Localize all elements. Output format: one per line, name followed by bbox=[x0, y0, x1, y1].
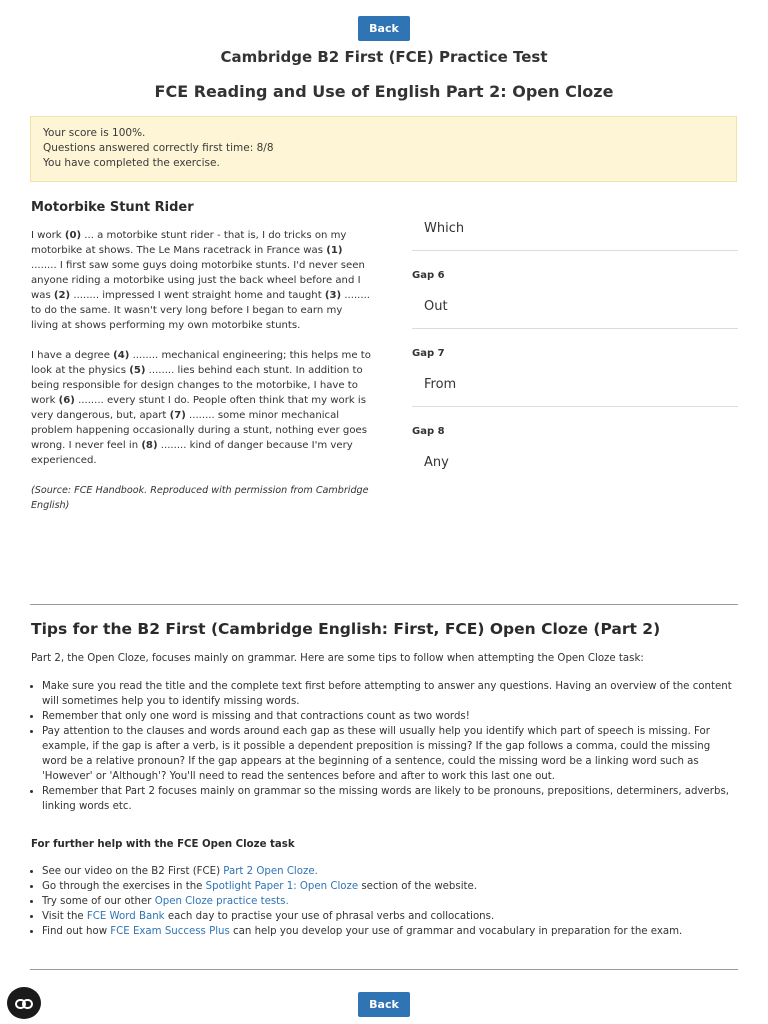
correct-first-time-line: Questions answered correctly first time: 8/8 bbox=[43, 142, 274, 154]
story-column bbox=[31, 200, 371, 513]
further-help-title: For further help with the FCE Open Cloze task bbox=[31, 839, 295, 850]
score-box bbox=[30, 116, 737, 182]
story-text: ........ mechanical engineering; this helps me to look at the physics bbox=[31, 350, 371, 376]
score-line: Your score is 100%. bbox=[43, 127, 146, 139]
page-subtitle: FCE Reading and Use of English Part 2: Open Cloze bbox=[154, 82, 614, 101]
help-list-wrapper bbox=[31, 864, 737, 939]
help-item bbox=[42, 894, 737, 909]
help-list bbox=[31, 864, 737, 939]
gap-number: (2) bbox=[53, 290, 71, 301]
gap-number: (7) bbox=[169, 410, 186, 421]
link-icon bbox=[15, 994, 33, 1013]
story-text: ........ lies behind each stunt. In addition to being responsible for design changes to the motorbike, I have to work bbox=[31, 365, 363, 406]
story-text: ........ kind of danger because I'm very experienced. bbox=[31, 440, 353, 466]
story-text: I work bbox=[31, 230, 65, 241]
gap-6-answer-field[interactable]: Out bbox=[412, 284, 738, 329]
link-open-cloze-practice-tests[interactable]: Open Cloze practice tests. bbox=[154, 896, 289, 907]
help-item bbox=[42, 909, 737, 924]
help-item bbox=[42, 879, 737, 894]
tips-list-wrapper bbox=[31, 679, 737, 814]
tip-item: • Make sure you read the title and the complete text first before attempting to answer any questions. Having an overview of the content will sometimes help you to identify missing words. bbox=[42, 679, 737, 709]
story-text: I have a degree bbox=[31, 350, 114, 361]
divider-bottom bbox=[30, 969, 738, 970]
gap-7-answer-field[interactable]: From bbox=[412, 362, 738, 407]
gap-number: (6) bbox=[58, 395, 75, 406]
help-text: can help you develop your use of grammar and vocabulary in preparation for the exam. bbox=[229, 926, 683, 937]
help-text: section of the website. bbox=[358, 881, 478, 892]
back-button-bottom[interactable]: Back bbox=[358, 992, 410, 1017]
link-fce-exam-success-plus[interactable]: FCE Exam Success Plus bbox=[110, 926, 230, 937]
story-title: Motorbike Stunt Rider bbox=[31, 200, 194, 215]
help-item bbox=[42, 864, 737, 879]
help-item bbox=[42, 924, 737, 939]
gap-number: (3) bbox=[324, 290, 342, 301]
gap-8-answer-field[interactable]: Any bbox=[424, 454, 449, 470]
story-source: (Source: FCE Handbook. Reproduced with permission from Cambridge English) bbox=[31, 485, 369, 511]
story-text: ... a motorbike stunt rider - that is, I do tricks on my motorbike at shows. The Le Mans racetrack in France was bbox=[31, 230, 347, 256]
gap-5-answer-field[interactable]: Which bbox=[412, 206, 738, 251]
story-text: ........ impressed I went straight home and taught bbox=[70, 290, 325, 301]
help-text: Visit the bbox=[42, 911, 87, 922]
story-text: ........ to do the same. It wasn't very long before I began to earn my living at shows performing my own motorbike stunts. bbox=[31, 290, 370, 331]
gap-6-label: Gap 6 bbox=[412, 270, 445, 281]
gap-number: (1) bbox=[326, 245, 343, 256]
gap-number: (5) bbox=[129, 365, 146, 376]
tip-item: • Remember that only one word is missing and that contractions count as two words! bbox=[42, 709, 737, 724]
tips-intro: Part 2, the Open Cloze, focuses mainly on grammar. Here are some tips to follow when attempting the Open Cloze task: bbox=[31, 653, 644, 664]
help-text: each day to practise your use of phrasal verbs and collocations. bbox=[164, 911, 495, 922]
story-text: ........ every stunt I do. People often think that my work is very dangerous, but, apart bbox=[31, 395, 366, 421]
story-paragraph-1 bbox=[31, 228, 371, 333]
gap-8-label: Gap 8 bbox=[412, 426, 445, 437]
tip-item: • Pay attention to the clauses and words around each gap as these will usually help you identify which part of speech is missing. For example, if the gap is after a verb, is it possible a dependent preposition is missing? If the gap follows a comma, could the missing word be a relative pronoun? If the gap appears at the beginning of a sentence, could the missing word be a linking word such as 'However' or 'Although'? You'll need to read the sentences before and after to work this last one out. bbox=[42, 724, 737, 784]
help-text: Go through the exercises in the bbox=[42, 881, 206, 892]
gap-number: (4) bbox=[113, 350, 130, 361]
gap-number: (0) bbox=[64, 230, 82, 241]
chat-widget-button[interactable] bbox=[7, 987, 41, 1019]
completed-line: You have completed the exercise. bbox=[43, 157, 220, 169]
page-title: Cambridge B2 First (FCE) Practice Test bbox=[220, 48, 548, 66]
help-text: See our video on the B2 First (FCE) bbox=[42, 866, 224, 877]
divider-top bbox=[30, 604, 738, 605]
answers-column bbox=[412, 206, 738, 484]
help-text: Find out how bbox=[42, 926, 111, 937]
tips-list bbox=[31, 679, 737, 814]
gap-7-label: Gap 7 bbox=[412, 348, 445, 359]
link-part2-open-cloze-video[interactable]: Part 2 Open Cloze. bbox=[223, 866, 318, 877]
back-button-top[interactable]: Back bbox=[358, 16, 410, 41]
link-fce-word-bank[interactable]: FCE Word Bank bbox=[86, 911, 165, 922]
tips-title: Tips for the B2 First (Cambridge English: First, FCE) Open Cloze (Part 2) bbox=[31, 620, 661, 638]
help-text: Try some of our other bbox=[42, 896, 155, 907]
gap-number: (8) bbox=[141, 440, 158, 451]
story-paragraph-2 bbox=[31, 348, 371, 468]
story-text: ........ I first saw some guys doing motorbike stunts. I'd never seen anyone riding a motorbike using just the back wheel before and I was bbox=[31, 260, 365, 301]
story-text: ........ some minor mechanical problem happening occasionally during a stunt, nothing ever goes wrong. I never feel in bbox=[31, 410, 367, 451]
tip-item: • Remember that Part 2 focuses mainly on grammar so the missing words are likely to be pronouns, prepositions, determiners, adverbs, linking words etc. bbox=[42, 784, 737, 814]
link-spotlight-open-cloze[interactable]: Spotlight Paper 1: Open Cloze bbox=[205, 881, 359, 892]
